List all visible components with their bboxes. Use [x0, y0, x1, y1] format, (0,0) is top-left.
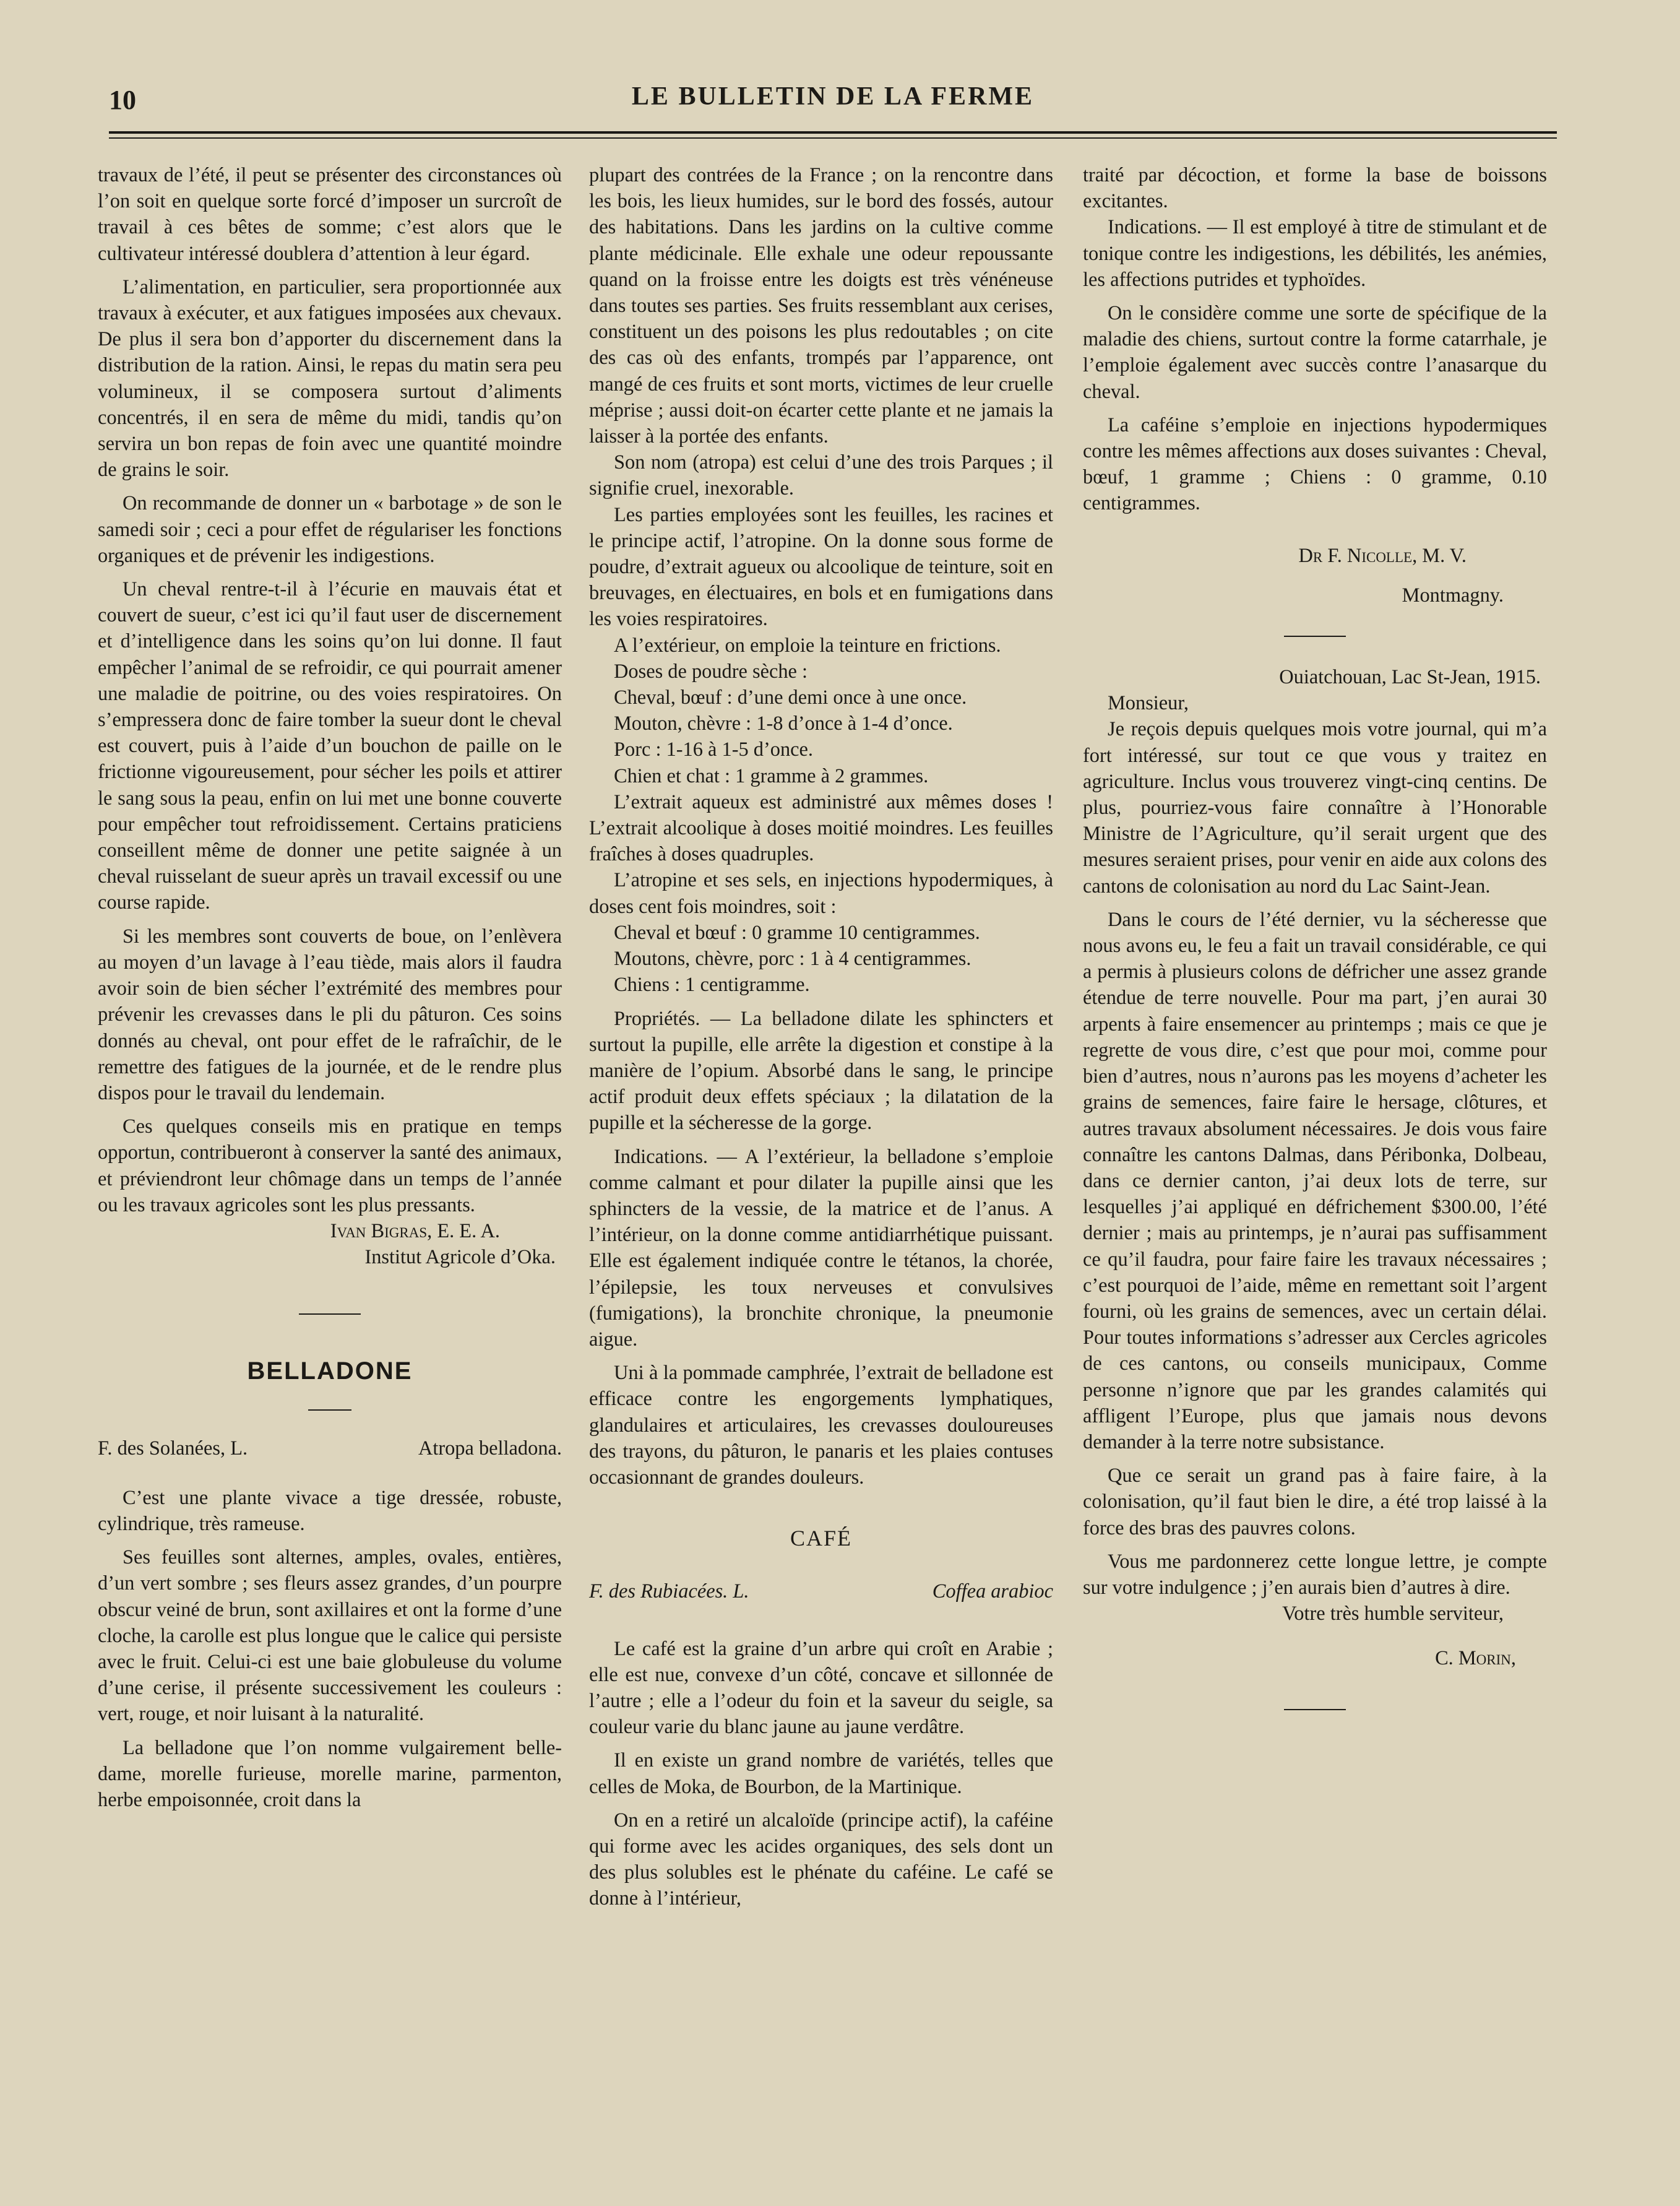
- section-separator: [1284, 1709, 1346, 1710]
- letter-place-date: Ouiatchouan, Lac St-Jean, 1915.: [1279, 666, 1541, 689]
- title-separator: [308, 1409, 351, 1411]
- author-signature: Ivan Bigras, E. E. A.: [330, 1219, 500, 1242]
- paragraph: Il en existe un grand nombre de variétés, telles que celles de Moka, de Bourbon, de la Martinique.: [589, 1749, 1053, 1798]
- paragraph: Les parties employées sont les feuilles, les racines et le principe actif, l’atropine. On la donne sous forme de poudre, d’extrait agueux ou alcoolique de teinture, soit en breuvages, en électuaires, en bols et en fumigations dans les voies respiratoires.: [589, 503, 1053, 631]
- plant-family: F. des Rubiacées. L.: [589, 1580, 749, 1603]
- letter-signature: C. Morin,: [1435, 1647, 1516, 1670]
- paragraph: Indications. — Il est employé à titre de stimulant et de tonique contre les indigestions, les débilités, les anémies, les affections putrides et typhoïdes.: [1083, 216, 1547, 291]
- paragraph: L’atropine et ses sels, en injections hypodermiques, à doses cent fois moindres, soit :: [589, 869, 1053, 918]
- dose-line: Mouton, chèvre : 1-8 d’once à 1-4 d’once.: [614, 712, 953, 735]
- section-title-belladone: BELLADONE: [247, 1357, 413, 1385]
- paragraph: La belladone que l’on nomme vulgairement belle-dame, morelle furieuse, morelle marine, parmenton, herbe empoisonnée, croit dans la: [98, 1736, 562, 1811]
- paragraph: La caféine s’emploie en injections hypodermiques contre les mêmes affections aux doses suivantes : Cheval, bœuf, 1 gramme ; Chiens : 0 gramme, 0.10 centigrammes.: [1083, 413, 1547, 515]
- dose-line: Doses de poudre sèche :: [614, 660, 808, 683]
- section-separator: [299, 1313, 361, 1315]
- dose-line: Cheval et bœuf : 0 gramme 10 centigrammes.: [614, 921, 980, 944]
- plant-family: F. des Solanées, L.: [98, 1437, 248, 1460]
- letter-closing: Votre très humble serviteur,: [1282, 1603, 1504, 1625]
- author-signature: Dr F. Nicolle, M. V.: [1298, 544, 1467, 567]
- page-number: 10: [109, 85, 136, 115]
- dose-line: Chien et chat : 1 gramme à 2 grammes.: [614, 764, 929, 787]
- plant-species: Coffea arabioc: [932, 1580, 1053, 1603]
- paragraph: Propriétés. — La belladone dilate les sphincters et surtout la pupille, elle arrête la digestion et constipe à la manière de l’opium. Absorbé dans le sang, le principe actif produit deux effets spéciaux ; la dilatation de la pupille et la sécheresse de la gorge.: [589, 1007, 1053, 1135]
- paragraph: Dans le cours de l’été dernier, vu la sécheresse que nous avons eu, le feu a fait un travail considérable, ce qui a permis à plusieurs colons de défricher une assez grande étendue de terre nouvelle. Pour ma part, j’en aurai 30 arpents à faire ensemencer au printemps ; mais ce que je regrette de vous dire, c’est que pour moi, comme pour bien d’autres, nous n’aurons pas les moyens d’acheter les grains de semences, faire faire le hersage, clôtures, et autres travaux absolument nécessaires. Je dois vous faire connaître les cantons Dalmas, dans Péribonka, Dolbeau, dans ce dernier canton, j’ai deux lots de terre, sur lesquelles j’ai appliqué en défrichement $300.00, l’été dernier ; mais au printemps, je n’aurai pas suffisamment ce qu’il faudra, pour faire faire les travaux nécessaires ; c’est pourquoi de l’aide, même en remettant soit l’argent fourni, où les grains de semences, avec un certain délai. Pour toutes informations s’adresser aux Cercles agricoles de ces cantons, ou conseils municipaux, Comme personne n’ignore que par les grandes calamités qui affligent l’Europe, plus que jamais nous devons demander à la terre notre subsistance.: [1083, 908, 1547, 1453]
- author-place: Montmagny.: [1402, 584, 1504, 607]
- scientific-name-line: [589, 1578, 1053, 1604]
- paragraph: traité par décoction, et forme la base de boissons excitantes.: [1083, 164, 1547, 213]
- plant-species: Atropa belladona.: [418, 1437, 562, 1460]
- header-rule: [109, 131, 1557, 139]
- paragraph: Vous me pardonnerez cette longue lettre, je compte sur votre indulgence ; j’en aurais bien d’autres à dire.: [1083, 1550, 1547, 1599]
- section-title-cafe: CAFÉ: [790, 1526, 853, 1551]
- paragraph: A l’extérieur, on emploie la teinture en frictions.: [614, 634, 1001, 657]
- paragraph: Indications. — A l’extérieur, la belladone s’emploie comme calmant et pour dilater la pupille ainsi que les sphincters de la vessie, de la matrice et de l’anus. A l’intérieur, on la donne comme antidiarrhétique puissant. Elle est également indiquée contre le tétanos, la chorée, l’épilepsie, les toux nerveuses et convulsives (fumigations), la bronchite chronique, la pneumonie aigue.: [589, 1145, 1053, 1351]
- dose-line: Chiens : 1 centigramme.: [614, 974, 810, 997]
- paragraph: Son nom (atropa) est celui d’une des trois Parques ; il signifie cruel, inexorable.: [589, 451, 1053, 500]
- dose-line: Porc : 1-16 à 1-5 d’once.: [614, 738, 814, 761]
- paragraph: Le café est la graine d’un arbre qui croît en Arabie ; elle est nue, convexe d’un côté, concave et sillonnée de l’autre ; elle a l’odeur du foin et la saveur du seigle, sa couleur varie du blanc jaune au jaune verdâtre.: [589, 1637, 1053, 1739]
- column-2: [589, 162, 1053, 1912]
- paragraph: L’extrait aqueux est administré aux mêmes doses ! L’extrait alcoolique à doses moitié moindres. Les feuilles fraîches à doses quadruples.: [589, 790, 1053, 866]
- paragraph: L’alimentation, en particulier, sera proportionnée aux travaux à exécuter, et aux fatigues imposées aux chevaux. De plus il sera bon d’apporter du discernement dans la distribution de la ration. Ainsi, le repas du matin sera peu volumineux, il se composera surtout d’aliments concentrés, il en sera de même du midi, tandis qu’on servira un bon repas de foin avec une quantité moindre de grains le soir.: [98, 275, 562, 482]
- paragraph: Que ce serait un grand pas à faire faire, à la colonisation, qu’il faut bien le dire, a été trop laissé à la force des bras des pauvres colons.: [1083, 1464, 1547, 1539]
- dose-line: Cheval, bœuf : d’une demi once à une once.: [614, 686, 967, 709]
- column-3: [1083, 162, 1547, 1710]
- paragraph: Ces quelques conseils mis en pratique en temps opportun, contribueront à conserver la santé des animaux, et préviendront leur chômage dans un temps de l’année ou les travaux agricoles sont les plus pressants.: [98, 1115, 562, 1216]
- author-institution: Institut Agricole d’Oka.: [364, 1246, 556, 1269]
- paragraph: Je reçois depuis quelques mois votre journal, qui m’a fort intéressé, sur tout ce que vous y traitez en agriculture. Inclus vous trouverez vingt-cinq centins. De plus, pourriez-vous faire connaître à l’Honorable Ministre de l’Agriculture, qu’il serait urgent que des mesures seraient prises, pour venir en aide aux colons des cantons de colonisation au nord du Lac Saint-Jean.: [1083, 718, 1547, 898]
- letter-salutation: Monsieur,: [1108, 692, 1189, 715]
- page-header: [109, 73, 1557, 123]
- paragraph: On le considère comme une sorte de spécifique de la maladie des chiens, surtout contre la forme catarrhale, je l’emploie également avec succès contre l’anasarque du cheval.: [1083, 302, 1547, 403]
- paragraph: On recommande de donner un « barbotage » de son le samedi soir ; ceci a pour effet de régulariser les fonctions organiques et de prévenir les indigestions.: [98, 492, 562, 567]
- paragraph: C’est une plante vivace a tige dressée, robuste, cylindrique, très rameuse.: [98, 1486, 562, 1535]
- section-separator: [1284, 636, 1346, 637]
- paragraph: plupart des contrées de la France ; on la rencontre dans les bois, les lieux humides, sur le bord des fossés, autour des habitations. Dans les jardins on la cultive comme plante médicinale. Elle exhale une odeur repoussante quand on la froisse entre les doigts est très vénéneuse dans toutes ses parties. Ses fruits ressemblant aux cerises, constituent un des poisons les plus redoutables ; on cite des cas où des enfants, trompés par l’apparence, ont mangé de ces fruits et sont morts, victimes de leur cruelle méprise ; aussi doit-on écarter cette plante et ne jamais la laisser à la portée des enfants.: [589, 164, 1053, 448]
- running-title: LE BULLETIN DE LA FERME: [631, 82, 1035, 111]
- paragraph: Si les membres sont couverts de boue, on l’enlèvera au moyen d’un lavage à l’eau tiède, mais alors il faudra avoir soin de bien sécher l’extrémité des membres pour prévenir les crevasses dans le pli du pâturon. Ces soins donnés au cheval, ont pour effet de le rafraîchir, de le remettre des fatigues de la journée, et de le rendre plus dispos pour le travail du lendemain.: [98, 925, 562, 1104]
- paragraph: travaux de l’été, il peut se présenter des circonstances où l’on soit en quelque sorte forcé d’imposer un surcroît de travail à ces bêtes de somme; c’est alors que le cultivateur intéressé doublera d’attention à leur égard.: [98, 164, 562, 265]
- paragraph: Un cheval rentre-t-il à l’écurie en mauvais état et couvert de sueur, c’est ici qu’il faut user de discernement et d’intelligence dans les soins qu’on lui donne. Il faut empêcher l’animal de se refroidir, ce qui pourrait amener une maladie de poitrine, ou des voies respiratoires. On s’empressera donc de faire tomber la sueur dont le cheval est couvert, puis à l’aide d’un bouchon de paille on le frictionne vigoureusement, pour sécher les poils et attirer le sang sous la peau, enfin on lui met une bonne couverte pour empêcher tout refroidissement. Certains praticiens conseillent même de donner une petite saignée à un cheval ruisselant de sueur après un travail excessif ou une course rapide.: [98, 578, 562, 914]
- scientific-name-line: [98, 1435, 562, 1461]
- paragraph: Uni à la pommade camphrée, l’extrait de belladone est efficace contre les engorgements lymphatiques, glandulaires et articulaires, les crevasses douloureuses des trayons, du pâturon, le panaris et les plaies contuses occasionnant de grandes douleurs.: [589, 1362, 1053, 1489]
- dose-line: Moutons, chèvre, porc : 1 à 4 centigrammes.: [614, 948, 971, 971]
- paragraph: Ses feuilles sont alternes, amples, ovales, entières, d’un vert sombre ; ses fleurs assez grandes, d’un pourpre obscur veiné de brun, sont axillaires et ont la forme d’une cloche, la carolle est plus longue que le calice qui persiste avec le fruit. Celui-ci est une baie globuleuse du volume d’une cerise, il présente successivement les couleurs : vert, rouge, et noir luisant à la naturalité.: [98, 1546, 562, 1726]
- column-1: [98, 162, 562, 1813]
- paragraph: On en a retiré un alcaloïde (principe actif), la caféine qui forme avec les acides organiques, des sels dont un des plus solubles est le phénate du caféine. Le café se donne à l’intérieur,: [589, 1809, 1053, 1910]
